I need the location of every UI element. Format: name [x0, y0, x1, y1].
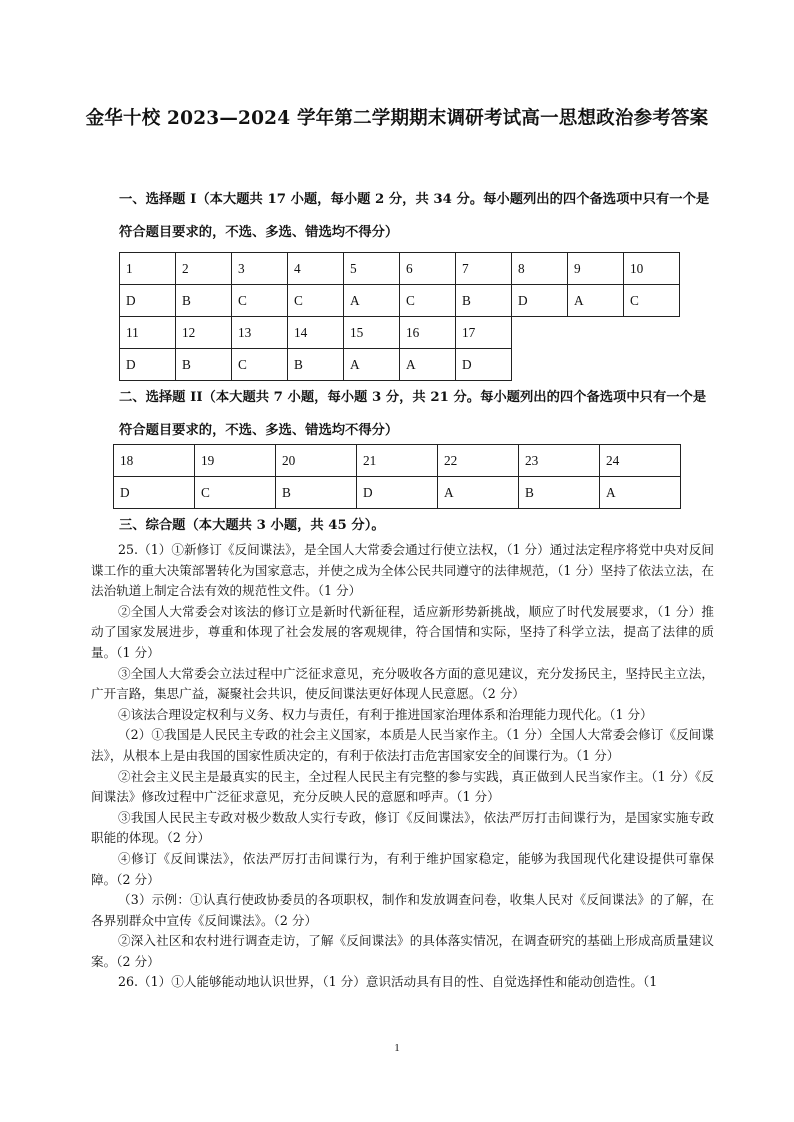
answer-paragraph: （2）①我国是人民民主专政的社会主义国家，本质是人民当家作主。（1 分）全国人大常委会修订《反间谍法》，从根本上是由我国的国家性质决定的，有利于依法打击危害国家安全的间谍行为。（1 分）: [91, 727, 714, 763]
question-number: 22: [438, 445, 519, 477]
answer-cell: D: [120, 349, 176, 381]
question-number: 6: [400, 253, 456, 285]
answer-paragraph: ②社会主义民主是最真实的民主，全过程人民民主有完整的参与实践，真正做到人民当家作主。（1 分）《反间谍法》修改过程中广泛征求意见，充分反映人民的意愿和呼声。（1 分）: [91, 768, 714, 805]
answer-cell: A: [400, 349, 456, 381]
question-number: 16: [400, 317, 456, 349]
table-row: [114, 477, 681, 509]
answer-cell: B: [176, 349, 232, 381]
answer-paragraph: ④该法合理设定权利与义务、权力与责任，有利于推进国家治理体系和治理能力现代化。（1 分）: [118, 706, 653, 722]
answer-table-1: [119, 252, 680, 381]
question-number: 18: [114, 445, 195, 477]
question-number: 9: [568, 253, 624, 285]
table-row: [120, 253, 680, 285]
empty-cell: [624, 317, 680, 349]
empty-cell: [512, 317, 568, 349]
answer-body: [91, 540, 714, 993]
answer-paragraph: ④修订《反间谍法》，依法严厉打击间谍行为，有利于维护国家稳定，能够为我国现代化建设提供可靠保障。（2 分）: [91, 850, 714, 887]
question-number: 24: [600, 445, 681, 477]
answer-cell: C: [288, 285, 344, 317]
empty-cell: [568, 349, 624, 381]
question-number: 17: [456, 317, 512, 349]
empty-cell: [624, 349, 680, 381]
answer-cell: D: [456, 349, 512, 381]
question-number: 19: [195, 445, 276, 477]
question-number: 11: [120, 317, 176, 349]
answer-table-2: [113, 444, 681, 509]
question-number: 8: [512, 253, 568, 285]
section2-line2: 符合题目要求的，不选、多选、错选均不得分）: [119, 423, 399, 438]
answer-cell: B: [519, 477, 600, 509]
question-number: 13: [232, 317, 288, 349]
table-row: [120, 317, 680, 349]
answer-cell: A: [344, 285, 400, 317]
question-number: 5: [344, 253, 400, 285]
page-number: 1: [394, 1042, 400, 1054]
answer-paragraph: ③全国人大常委会立法过程中广泛征求意见，充分吸收各方面的意见建议，充分发扬民主，坚持民主立法，广开言路，集思广益，凝聚社会共识，使反间谍法更好体现人民意愿。（2 分）: [91, 665, 714, 702]
answer-cell: C: [195, 477, 276, 509]
question-number: 20: [276, 445, 357, 477]
answer-cell: D: [357, 477, 438, 509]
question-number: 23: [519, 445, 600, 477]
answer-cell: A: [344, 349, 400, 381]
section2-heading: [119, 386, 729, 438]
answer-cell: B: [176, 285, 232, 317]
question-number: 10: [624, 253, 680, 285]
answer-cell: C: [232, 285, 288, 317]
table-row: [120, 349, 680, 381]
answer-cell: A: [568, 285, 624, 317]
question-number: 7: [456, 253, 512, 285]
answer-cell: D: [120, 285, 176, 317]
section2-line1: 二、选择题 II（本大题共 7 小题，每小题 3 分，共 21 分。每小题列出的四个备选项中只有一个是: [119, 390, 707, 405]
question-number: 21: [357, 445, 438, 477]
answer-cell: B: [276, 477, 357, 509]
answer-paragraph: ③我国人民民主专政对极少数敌人实行专政，修订《反间谍法》，依法严厉打击间谍行为，是国家实施专政职能的体现。（2 分）: [91, 809, 714, 846]
answer-cell: C: [624, 285, 680, 317]
document-title: 金华十校 2023—2024 学年第二学期期末调研考试高一思想政治参考答案: [85, 108, 709, 129]
answer-cell: C: [400, 285, 456, 317]
empty-cell: [512, 349, 568, 381]
section1-line2: 符合题目要求的，不选、多选、错选均不得分）: [119, 225, 399, 240]
answer-cell: B: [456, 285, 512, 317]
answer-paragraph: 25.（1）①新修订《反间谍法》，是全国人大常委会通过行使立法权，（1 分）通过法定程序将党中央对反间谍工作的重大决策部署转化为国家意志，并使之成为全体公民共同遵守的法律规范，（1 分）坚持了依法立法，在法治轨道上制定合法有效的规范性文件。（1 分）: [91, 542, 714, 599]
answer-cell: B: [288, 349, 344, 381]
table-row: [120, 285, 680, 317]
table-row: [114, 445, 681, 477]
section3-heading: 三、综合题（本大题共 3 小题，共 45 分）。: [119, 518, 385, 533]
question-number: 12: [176, 317, 232, 349]
answer-paragraph: （3）示例：①认真行使政协委员的各项职权，制作和发放调查问卷，收集人民对《反间谍法》的了解，在各界别群众中宣传《反间谍法》。（2 分）: [91, 892, 714, 928]
answer-cell: D: [512, 285, 568, 317]
answer-paragraph: ②全国人大常委会对该法的修订立是新时代新征程，适应新形势新挑战，顺应了时代发展要求，（1 分）推动了国家发展进步，尊重和体现了社会发展的客观规律，符合国情和实际，坚持了科学立法，提高了法律的质量。（1 分）: [91, 603, 714, 660]
section1-line1: 一、选择题 I（本大题共 17 小题，每小题 2 分，共 34 分。每小题列出的四个备选项中只有一个是: [119, 192, 710, 207]
answer-paragraph: 26.（1）①人能够能动地认识世界，（1 分）意识活动具有目的性、自觉选择性和能动创造性。（1: [118, 974, 658, 990]
question-number: 4: [288, 253, 344, 285]
question-number: 3: [232, 253, 288, 285]
question-number: 2: [176, 253, 232, 285]
answer-cell: A: [600, 477, 681, 509]
answer-paragraph: ②深入社区和农村进行调查走访，了解《反间谍法》的具体落实情况，在调查研究的基础上形成高质量建议案。（2 分）: [91, 933, 714, 969]
empty-cell: [568, 317, 624, 349]
answer-cell: D: [114, 477, 195, 509]
answer-cell: A: [438, 477, 519, 509]
question-number: 1: [120, 253, 176, 285]
question-number: 14: [288, 317, 344, 349]
section1-heading: [119, 188, 729, 240]
answer-cell: C: [232, 349, 288, 381]
question-number: 15: [344, 317, 400, 349]
